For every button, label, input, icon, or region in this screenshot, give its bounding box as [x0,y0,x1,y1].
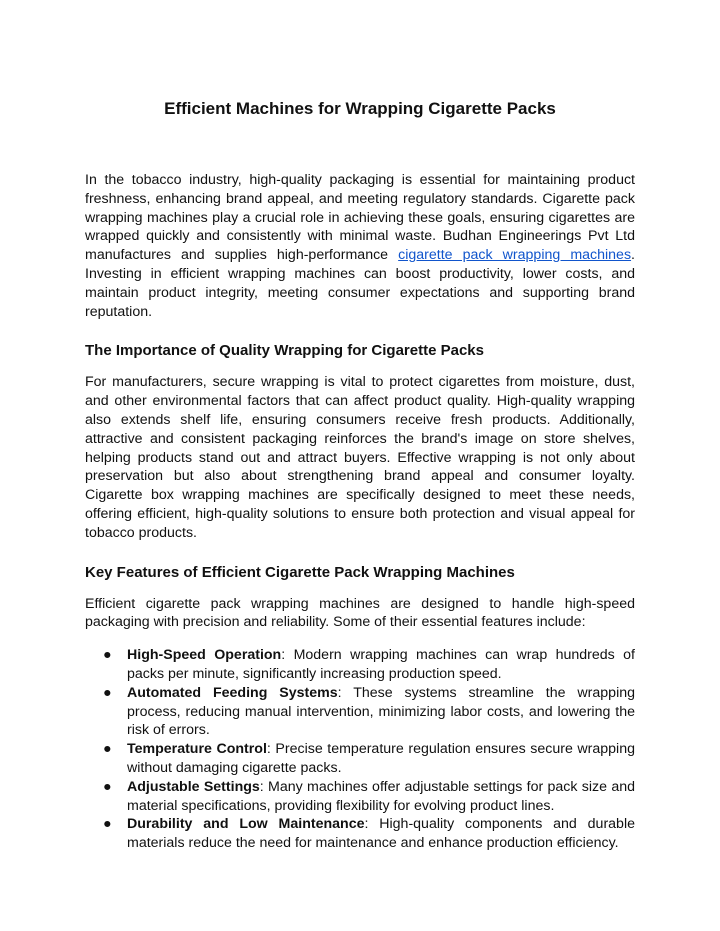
bullet-icon: ● [103,684,112,701]
feature-description: : These systems streamline the wrapping process, reducing manual intervention, minimizing labor costs, and lowering the risk of errors. [127,684,635,739]
feature-item-automated-feeding [85,684,635,740]
cigarette-pack-wrapping-machines-link[interactable]: cigarette pack wrapping machines [398,247,632,264]
feature-description: : Many machines offer adjustable settings for pack size and material specifications, providing flexibility for evolving product lines. [127,778,635,814]
bullet-icon: ● [103,816,112,833]
features-heading: Key Features of Efficient Cigarette Pack Wrapping Machines [85,563,515,581]
feature-term: High-Speed Operation [127,647,282,664]
feature-description: : High-quality components and durable materials reduce the need for maintenance and enhance production efficiency. [127,816,635,852]
bullet-icon: ● [103,741,112,758]
intro-text-after-link: . Investing in efficient wrapping machines can boost productivity, lower costs, and maintain product integrity, meeting consumer expectations and supporting brand reputation. [85,247,635,320]
feature-item-adjustable-settings [85,778,635,816]
importance-heading: The Importance of Quality Wrapping for Cigarette Packs [85,342,484,360]
importance-paragraph: For manufacturers, secure wrapping is vital to protect cigarettes from moisture, dust, and other environmental factors that can affect product quality. High-quality wrapping also extends shelf life, ensuring consumers receive fresh products. Additionally, attractive and consistent packaging reinforces the brand's image on store shelves, helping products stand out and attract buyers. Effective wrapping is not only about preservation but also about strengthening brand appeal and consumer loyalty. Cigarette box wrapping machines are specifically designed to meet these needs, offering efficient, high-quality solutions to ensure both protection and visual appeal for tobacco products. [85,374,635,541]
feature-term: Adjustable Settings [127,778,260,795]
feature-description: : Precise temperature regulation ensures secure wrapping without damaging cigarette packs. [127,741,635,776]
intro-paragraph [85,171,635,321]
feature-term: Automated Feeding Systems [127,684,338,701]
bullet-icon: ● [103,647,112,664]
bullet-icon: ● [103,778,112,795]
feature-term: Durability and Low Maintenance [127,816,365,833]
feature-description: : Modern wrapping machines can wrap hundreds of packs per minute, significantly increasing production speed. [127,647,635,682]
document-body [85,171,635,853]
feature-item-temperature-control [85,740,635,778]
feature-term: Temperature Control [127,741,267,758]
features-list [85,646,635,853]
intro-text-before-link: In the tobacco industry, high-quality packaging is essential for maintaining product freshness, enhancing brand appeal, and meeting regulatory standards. Cigarette pack wrapping machines play a crucial role in achieving these goals, ensuring cigarettes are wrapped quickly and consistently with minimal waste. Budhan Engineerings Pvt Ltd manufactures and supplies high-performance [85,172,635,264]
feature-item-durability [85,815,635,853]
feature-item-high-speed [85,646,635,684]
features-intro-paragraph: Efficient cigarette pack wrapping machines are designed to handle high-speed packaging with precision and reliability. Some of their essential features include: [85,595,635,631]
document-title: Efficient Machines for Wrapping Cigarette Packs [164,99,556,118]
